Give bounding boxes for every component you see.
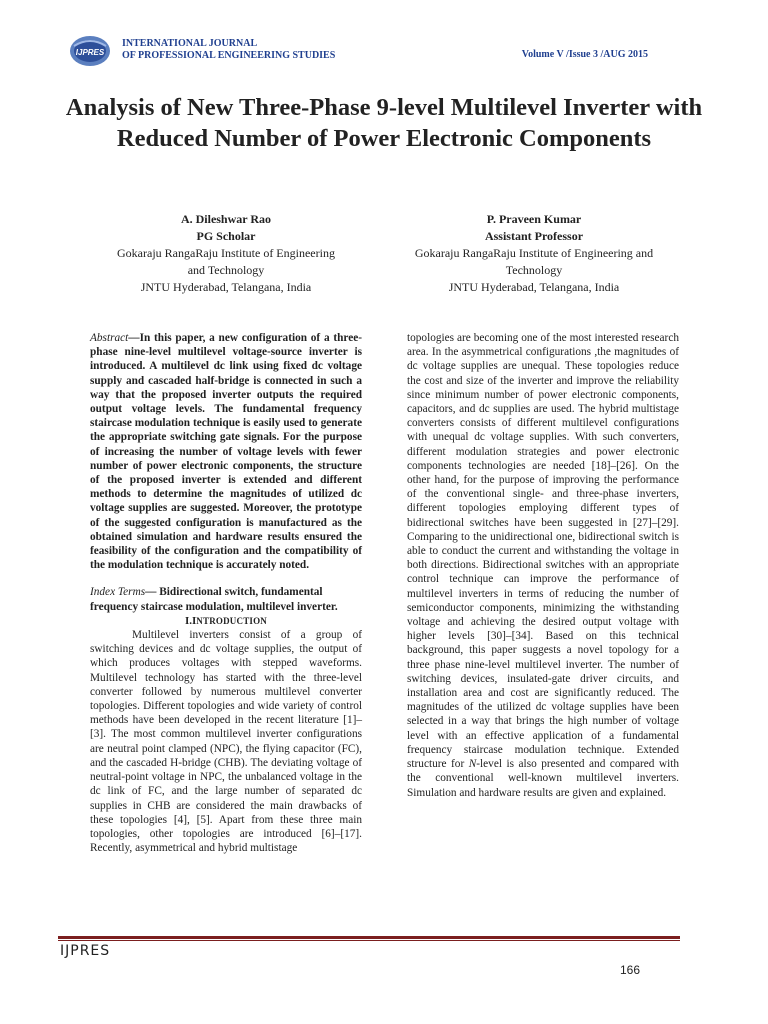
author-affiliation: Gokaraju RangaRaju Institute of Engineering and [414, 246, 654, 260]
page-number: 166 [620, 963, 641, 977]
right-column [407, 331, 679, 800]
volume-issue: Volume V /Issue 3 /AUG 2015 [521, 49, 648, 60]
left-column [90, 331, 362, 855]
abstract [90, 331, 362, 572]
author-affiliation: Gokaraju RangaRaju Institute of Engineering [117, 246, 335, 260]
intro-paragraph: Multilevel inverters consist of a group of switching devices and dc voltage supplies, the output of which produces voltages with stepped waveforms. Multilevel technology has started with the three-level converter followed by numerous multilevel converter topologies. Different topologies and wide variety of control methods have been developed in the recent literature [1]–[3]. The most common multilevel inverter configurations are neutral point clamped (NPC), the flying capacitor (FC), and the cascaded H-bridge (CHB). The deviating voltage of neutral-point voltage in NPC, the unbalanced voltage in the dc link of FC, and the large number of separated dc supplies in CHB are considered the main drawbacks of these topologies [4], [5]. Apart from these three main topologies, other topologies are introduced [6]–[17]. Recently, asymmetrical and hybrid multistage [90, 629, 362, 855]
intro-italic-n: N [468, 758, 477, 771]
footer-journal-label: IJPRES [60, 943, 111, 959]
footer-rule-thick [58, 936, 680, 939]
journal-name-line1: INTERNATIONAL JOURNAL [122, 38, 258, 49]
author-location: JNTU Hyderabad, Telangana, India [140, 280, 312, 294]
index-terms [90, 585, 362, 613]
paper-title: Analysis of New Three-Phase 9-level Multilevel Inverter with Reduced Number of Power Electronic Components [65, 94, 703, 152]
footer-rule-thin [58, 940, 680, 941]
journal-name [122, 38, 335, 62]
abstract-label: Abstract [90, 332, 129, 344]
author-name: A. Dileshwar Rao [180, 212, 272, 226]
section-heading-introduction [90, 614, 362, 628]
journal-name-line2: OF PROFESSIONAL ENGINEERING STUDIES [122, 50, 336, 61]
section-title: NTRODUCTION [196, 615, 268, 626]
intro-continued-text-end: -level is also presented and compared with the conventional well-known multilevel inverters. Simulation and hardware results are given and explained. [407, 758, 679, 799]
author-name: P. Praveen Kumar [486, 212, 582, 226]
author-affiliation-cont: Technology [505, 263, 563, 277]
logo-text: IJPRES [75, 48, 105, 57]
section-number: I.I [184, 614, 197, 627]
author-block-1 [66, 211, 386, 296]
index-terms-label: Index Terms [90, 586, 146, 599]
journal-header [68, 34, 648, 70]
author-role: Assistant Professor [484, 229, 584, 243]
author-affiliation-cont: and Technology [187, 263, 265, 277]
author-location: JNTU Hyderabad, Telangana, India [448, 280, 620, 294]
index-terms-text: — Bidirectional switch, fundamental frequency staircase modulation, multilevel inverter. [90, 586, 338, 613]
abstract-text: —In this paper, a new configuration of a three-phase nine-level multilevel voltage-source inverter is introduced. A multilevel dc link using fixed dc voltage supply and cascaded half-bridge is connected in such a way that the proposed inverter outputs the required output voltage levels. The fundamental frequency staircase modulation technique is easily used to generate the appropriate switching gate signals. For the purpose of increasing the number of voltage levels with fewer number of power electronic components, the structure of the proposed inverter is extended and different methods to determine the magnitudes of utilized dc voltage supplies are suggested. Moreover, the prototype of the suggested configuration is manufactured as the obtained simulation and hardware results ensured the feasibility of the configuration and the compatibility of the modulation technique is accurately noted. [90, 332, 362, 572]
journal-logo-icon [68, 34, 112, 68]
author-block-2 [374, 211, 694, 296]
author-role: PG Scholar [196, 229, 256, 243]
intro-continued-text: topologies are becoming one of the most interested research area. In the asymmetrical configurations ,the magnitudes of dc voltage supplies are unequal. These topologies reduce the cost and size of the inverter and improve the reliability since minimum number of power electronic components, capacitors, and dc supplies are used. The hybrid multistage converters consists of different multilevel configurations with unequal dc voltage supplies. With such converters, different modulation strategies and power electronic components technologies are needed [18]–[26]. On the other hand, for the purpose of improving the performance of the conventional single- and three-phase inverters, different topologies employing different types of bidirectional switches have been suggested in [27]–[29]. Comparing to the unidirectional one, bidirectional switch is able to conduct the current and withstanding the voltage in both directions. Bidirectional switches with an appropriate control technique can improve the performance of multilevel inverters in terms of reducing the number of semiconductor components, minimizing the withstanding voltage and achieving the desired output voltage with higher levels [30]–[34]. Based on this technical background, this paper suggests a novel topology for a three phase nine-level multilevel inverter. The number of switching devices, insulated-gate driver circuits, and installation area and cost are significantly reduced. The magnitudes of the utilized dc voltage supplies have been selected in a way that brings the high number of voltage level with an effective application of a fundamental frequency staircase modulation technique. Extended structure for [407, 332, 679, 771]
intro-continued-paragraph [407, 331, 679, 800]
